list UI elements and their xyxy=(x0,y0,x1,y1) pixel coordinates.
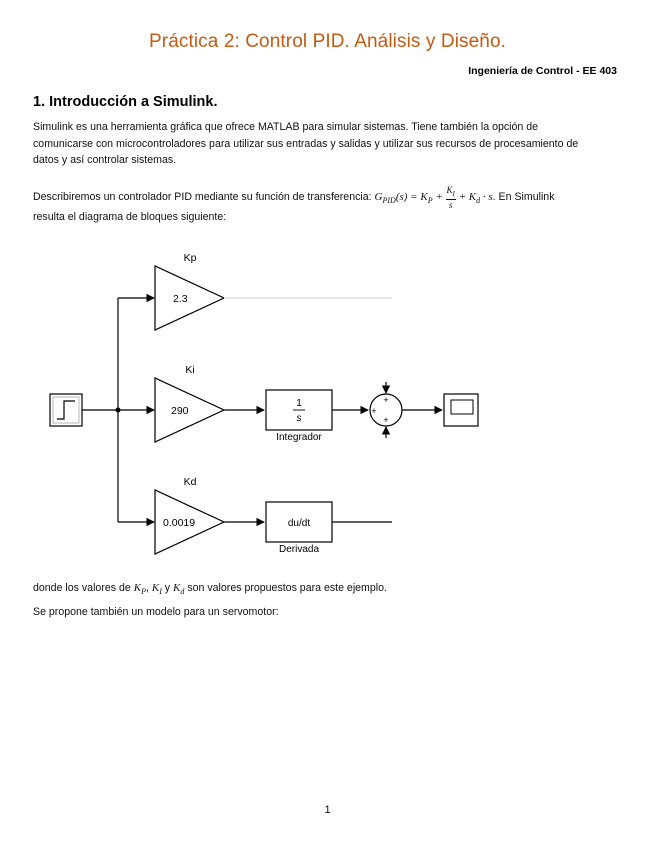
integrator-label: Integrador xyxy=(276,432,322,443)
document-title: Práctica 2: Control PID. Análisis y Diseño. xyxy=(149,31,506,52)
diagram-intro: resulta el diagrama de bloques siguiente: xyxy=(33,211,227,223)
pid-eq-plus2: + K xyxy=(455,190,477,203)
pid-eq-g: G xyxy=(374,190,383,203)
values-y: y xyxy=(161,582,174,594)
derivative-text: du/dt xyxy=(287,518,311,529)
values-kp xyxy=(133,582,146,597)
pid-eq-arg: (s) = K xyxy=(395,190,428,203)
sum-sign-top: + xyxy=(383,395,389,405)
values-ki xyxy=(151,582,162,597)
values-paragraph xyxy=(33,580,623,601)
pid-eq-g-sub: PID xyxy=(382,196,396,206)
values-text-after: son valores propuestos para este ejemplo. xyxy=(184,582,387,594)
kp-label: Kp xyxy=(183,252,197,264)
pid-eq-ki-sub: I xyxy=(452,189,455,198)
pid-eq-ki: K xyxy=(446,185,453,195)
values-ki-k: K xyxy=(151,582,160,594)
values-ki-sub: I xyxy=(159,587,162,597)
values-kp-sub: P xyxy=(141,587,146,597)
ki-gain-block xyxy=(155,378,224,442)
sum-sign-left: + xyxy=(371,406,377,416)
sum-sign-bottom: + xyxy=(383,415,389,425)
section-heading: 1. Introducción a Simulink. xyxy=(33,94,218,110)
step-source-block xyxy=(50,394,82,426)
values-kd xyxy=(173,582,185,597)
pid-block-diagram xyxy=(0,230,655,575)
kp-gain-block xyxy=(155,266,224,330)
pid-text-after: . En Simulink xyxy=(492,190,555,203)
pid-eq-plus1: + xyxy=(432,190,446,203)
pid-equation xyxy=(374,185,493,210)
course-subject: Ingeniería de Control - EE 403 xyxy=(468,65,617,77)
integrator-den: s xyxy=(296,413,302,424)
sum-block xyxy=(370,394,402,426)
kd-value: 0.0019 xyxy=(163,517,196,529)
pid-eq-frac-num xyxy=(446,185,456,200)
kd-label: Kd xyxy=(183,476,197,488)
values-kp-k: K xyxy=(133,582,142,594)
pid-eq-kp-sub: P xyxy=(427,196,433,206)
values-kd-k: K xyxy=(173,582,181,594)
integrator-num: 1 xyxy=(296,398,302,409)
integrator-block xyxy=(266,390,332,430)
scope-block xyxy=(444,394,478,426)
pid-eq-fraction xyxy=(446,185,456,210)
values-kd-sub: d xyxy=(180,587,185,597)
pid-eq-frac-den: s xyxy=(448,199,453,210)
pid-eq-kd-sub: d xyxy=(476,196,481,206)
page-number: 1 xyxy=(324,804,331,816)
intro-paragraph: Simulink es una herramienta gráfica que ofrece MATLAB para simular sistemas. Tiene también la opción de comunicarse con microcontroladores para utilizar sus entradas y salidas y utilizar sus recursos de procesamiento de datos y así controlar sistemas. xyxy=(33,121,579,166)
pid-text-before: Describiremos un controlador PID mediante su función de transferencia: xyxy=(33,190,375,203)
values-sep: , xyxy=(145,582,152,594)
ki-label: Ki xyxy=(185,364,195,376)
derivative-label: Derivada xyxy=(278,544,320,555)
derivative-block xyxy=(266,502,332,542)
pid-eq-tail: · s xyxy=(480,190,493,203)
kp-value: 2.3 xyxy=(173,293,188,305)
ki-value: 290 xyxy=(171,405,189,417)
values-text-before: donde los valores de xyxy=(33,582,134,594)
servo-paragraph: Se propone también un modelo para un servomotor: xyxy=(33,606,279,618)
pid-paragraph xyxy=(33,185,653,210)
